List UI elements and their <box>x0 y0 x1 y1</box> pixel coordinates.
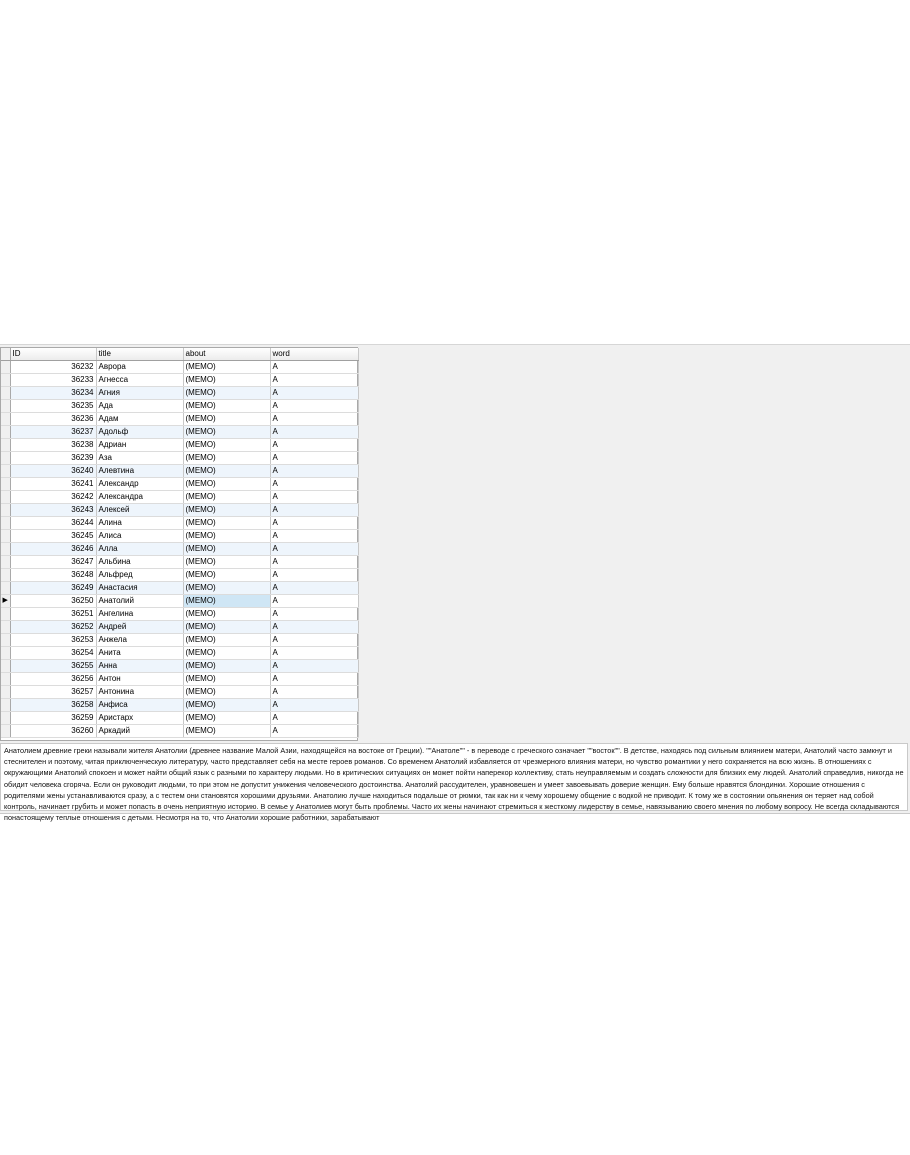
cell-about[interactable]: (MEMO) <box>183 582 270 595</box>
cell-about[interactable]: (MEMO) <box>183 400 270 413</box>
cell-id[interactable]: 36245 <box>10 530 96 543</box>
cell-about[interactable]: (MEMO) <box>183 517 270 530</box>
table-row[interactable] <box>1 634 358 647</box>
row-indicator[interactable] <box>1 647 10 660</box>
cell-word[interactable]: A <box>270 673 358 686</box>
table-row[interactable] <box>1 517 358 530</box>
table-row[interactable] <box>1 621 358 634</box>
cell-title[interactable]: Алиса <box>96 530 183 543</box>
cell-title[interactable]: Ангелина <box>96 608 183 621</box>
data-grid[interactable] <box>0 347 358 741</box>
table-row[interactable] <box>1 699 358 712</box>
table-row[interactable] <box>1 361 358 374</box>
cell-id[interactable]: 36232 <box>10 361 96 374</box>
cell-title[interactable]: Аза <box>96 452 183 465</box>
row-indicator[interactable] <box>1 556 10 569</box>
cell-word[interactable]: A <box>270 491 358 504</box>
cell-title[interactable]: Аркадий <box>96 725 183 738</box>
row-indicator[interactable] <box>1 413 10 426</box>
cell-about[interactable]: (MEMO) <box>183 556 270 569</box>
cell-title[interactable]: Анфиса <box>96 699 183 712</box>
column-header-word[interactable]: word <box>270 348 358 361</box>
cell-id[interactable]: 36235 <box>10 400 96 413</box>
cell-id[interactable]: 36255 <box>10 660 96 673</box>
cell-word[interactable]: A <box>270 725 358 738</box>
cell-word[interactable]: A <box>270 452 358 465</box>
cell-about[interactable]: (MEMO) <box>183 569 270 582</box>
cell-id[interactable]: 36252 <box>10 621 96 634</box>
cell-word[interactable]: A <box>270 530 358 543</box>
cell-word[interactable]: A <box>270 374 358 387</box>
cell-about[interactable]: (MEMO) <box>183 387 270 400</box>
cell-about[interactable]: (MEMO) <box>183 725 270 738</box>
row-indicator[interactable] <box>1 504 10 517</box>
cell-word[interactable]: A <box>270 465 358 478</box>
row-indicator[interactable] <box>1 465 10 478</box>
row-indicator[interactable]: ▶ <box>1 595 10 608</box>
row-indicator[interactable] <box>1 582 10 595</box>
cell-about[interactable]: (MEMO) <box>183 621 270 634</box>
cell-about[interactable]: (MEMO) <box>183 530 270 543</box>
cell-id[interactable]: 36234 <box>10 387 96 400</box>
cell-about[interactable]: (MEMO) <box>183 595 270 608</box>
row-indicator[interactable] <box>1 517 10 530</box>
cell-title[interactable]: Анита <box>96 647 183 660</box>
column-header-id[interactable]: ID <box>10 348 96 361</box>
cell-about[interactable]: (MEMO) <box>183 712 270 725</box>
cell-about[interactable]: (MEMO) <box>183 699 270 712</box>
table-row[interactable] <box>1 582 358 595</box>
row-indicator[interactable] <box>1 400 10 413</box>
cell-title[interactable]: Агния <box>96 387 183 400</box>
cell-about[interactable]: (MEMO) <box>183 465 270 478</box>
table-row[interactable] <box>1 439 358 452</box>
cell-title[interactable]: Адам <box>96 413 183 426</box>
cell-word[interactable]: A <box>270 387 358 400</box>
row-indicator[interactable] <box>1 725 10 738</box>
cell-about[interactable]: (MEMO) <box>183 374 270 387</box>
cell-id[interactable]: 36241 <box>10 478 96 491</box>
cell-title[interactable]: Антон <box>96 673 183 686</box>
cell-id[interactable]: 36238 <box>10 439 96 452</box>
row-indicator[interactable] <box>1 608 10 621</box>
table-row[interactable] <box>1 465 358 478</box>
cell-word[interactable]: A <box>270 660 358 673</box>
cell-about[interactable]: (MEMO) <box>183 361 270 374</box>
cell-about[interactable]: (MEMO) <box>183 673 270 686</box>
cell-id[interactable]: 36240 <box>10 465 96 478</box>
cell-word[interactable]: A <box>270 621 358 634</box>
cell-id[interactable]: 36242 <box>10 491 96 504</box>
table-row[interactable] <box>1 374 358 387</box>
row-indicator[interactable] <box>1 699 10 712</box>
cell-id[interactable]: 36250 <box>10 595 96 608</box>
cell-id[interactable]: 36236 <box>10 413 96 426</box>
row-indicator[interactable] <box>1 569 10 582</box>
cell-id[interactable]: 36244 <box>10 517 96 530</box>
cell-id[interactable]: 36253 <box>10 634 96 647</box>
cell-word[interactable]: A <box>270 413 358 426</box>
cell-word[interactable]: A <box>270 712 358 725</box>
table-row[interactable] <box>1 647 358 660</box>
cell-word[interactable]: A <box>270 504 358 517</box>
table-row[interactable] <box>1 608 358 621</box>
cell-title[interactable]: Аврора <box>96 361 183 374</box>
cell-title[interactable]: Анжела <box>96 634 183 647</box>
table-row[interactable] <box>1 530 358 543</box>
cell-id[interactable]: 36258 <box>10 699 96 712</box>
cell-title[interactable]: Антонина <box>96 686 183 699</box>
cell-id[interactable]: 36254 <box>10 647 96 660</box>
cell-word[interactable]: A <box>270 478 358 491</box>
header-row <box>1 348 358 361</box>
cell-about[interactable]: (MEMO) <box>183 478 270 491</box>
row-indicator[interactable] <box>1 543 10 556</box>
cell-title[interactable]: Алевтина <box>96 465 183 478</box>
cell-id[interactable]: 36246 <box>10 543 96 556</box>
cell-title[interactable]: Адольф <box>96 426 183 439</box>
cell-about[interactable]: (MEMO) <box>183 634 270 647</box>
cell-word[interactable]: A <box>270 582 358 595</box>
cell-title[interactable]: Андрей <box>96 621 183 634</box>
cell-word[interactable]: A <box>270 426 358 439</box>
table-row[interactable] <box>1 569 358 582</box>
column-header-about[interactable]: about <box>183 348 270 361</box>
cell-about[interactable]: (MEMO) <box>183 413 270 426</box>
table-row[interactable] <box>1 673 358 686</box>
table-row[interactable] <box>1 478 358 491</box>
table-row[interactable] <box>1 426 358 439</box>
row-indicator[interactable] <box>1 387 10 400</box>
cell-word[interactable]: A <box>270 439 358 452</box>
row-indicator[interactable] <box>1 439 10 452</box>
cell-id[interactable]: 36257 <box>10 686 96 699</box>
cell-about[interactable]: (MEMO) <box>183 647 270 660</box>
cell-about[interactable]: (MEMO) <box>183 660 270 673</box>
memo-text-panel[interactable]: Анатолием древние греки называли жителя Анатолии (древнее название Малой Азии, находящейся на востоке от Греции). ""Анатоле"" - в переводе с греческого означает ""восток"". В детстве, находясь под сильным влиянием матери, Анатолий часто замкнут и стеснителен и поэтому, читая приключенческую литературу, часто представляет себя на месте героев романов. Со временем Анатолий избавляется от чрезмерного влияния матери, но чувство романтики у него сохраняется на всю жизнь. В отношениях с окружающими Анатолий спокоен и может найти общий язык с разными по характеру людьми. Но в критических ситуациях он может пойти наперекор коллективу, стать неуправляемым и создать сложности для близких ему людей. Анатолий справедлив, никогда не обидит человека сгоряча. Если он руководит людьми, то при этом не допустит унижения человеческого достоинства. Анатолий рассудителен, уравновешен и умеет завоевывать доверие женщин. Ему больше нравятся блондинки. Хорошие отношения с родителями жены устанавливаются сразу, а с тестем они становятся хорошими друзьями. Анатолию лучше находиться подальше от рюмки, так как ни к чему хорошему общение с водкой не приводит. К тому же в состоянии опьянения он теряет над собой контроль, начинает грубить и может попасть в очень неприятную историю. В семье у Анатолиев могут быть проблемы. Часто их жены начинают стремиться к жесткому лидерству в семье, навязыванию своего мнения по любому вопросу. Не всегда складываются понастоящему теплые отношения с детьми. Несмотря на то, что Анатолии хорошие работники, зарабатывают <box>0 743 908 811</box>
cell-about[interactable]: (MEMO) <box>183 504 270 517</box>
database-viewer <box>0 344 910 823</box>
cell-about[interactable]: (MEMO) <box>183 439 270 452</box>
row-indicator[interactable] <box>1 621 10 634</box>
row-indicator[interactable] <box>1 530 10 543</box>
row-indicator[interactable] <box>1 426 10 439</box>
cell-id[interactable]: 36239 <box>10 452 96 465</box>
cell-title[interactable]: Алексей <box>96 504 183 517</box>
cell-word[interactable]: A <box>270 699 358 712</box>
cell-title[interactable]: Александра <box>96 491 183 504</box>
cell-word[interactable]: A <box>270 556 358 569</box>
row-indicator[interactable] <box>1 452 10 465</box>
cell-id[interactable]: 36243 <box>10 504 96 517</box>
cell-id[interactable]: 36233 <box>10 374 96 387</box>
cell-title[interactable]: Александр <box>96 478 183 491</box>
row-indicator[interactable] <box>1 660 10 673</box>
cell-about[interactable]: (MEMO) <box>183 491 270 504</box>
row-indicator[interactable] <box>1 634 10 647</box>
cell-id[interactable]: 36248 <box>10 569 96 582</box>
records-table <box>1 348 359 738</box>
cell-title[interactable]: Алина <box>96 517 183 530</box>
column-header-title[interactable]: title <box>96 348 183 361</box>
table-row[interactable] <box>1 595 358 608</box>
row-indicator[interactable] <box>1 491 10 504</box>
row-indicator[interactable] <box>1 478 10 491</box>
table-row[interactable] <box>1 712 358 725</box>
cell-word[interactable]: A <box>270 400 358 413</box>
cell-title[interactable]: Аристарх <box>96 712 183 725</box>
cell-title[interactable]: Алла <box>96 543 183 556</box>
cell-about[interactable]: (MEMO) <box>183 686 270 699</box>
cell-word[interactable]: A <box>270 569 358 582</box>
table-row[interactable] <box>1 387 358 400</box>
cell-id[interactable]: 36237 <box>10 426 96 439</box>
table-row[interactable] <box>1 504 358 517</box>
table-row[interactable] <box>1 543 358 556</box>
cell-id[interactable]: 36259 <box>10 712 96 725</box>
cell-title[interactable]: Анна <box>96 660 183 673</box>
cell-id[interactable]: 36260 <box>10 725 96 738</box>
cell-about[interactable]: (MEMO) <box>183 608 270 621</box>
row-indicator[interactable] <box>1 673 10 686</box>
cell-id[interactable]: 36249 <box>10 582 96 595</box>
cell-title[interactable]: Анастасия <box>96 582 183 595</box>
cell-title[interactable]: Ада <box>96 400 183 413</box>
row-indicator[interactable] <box>1 374 10 387</box>
cell-about[interactable]: (MEMO) <box>183 452 270 465</box>
cell-word[interactable]: A <box>270 608 358 621</box>
row-indicator[interactable] <box>1 361 10 374</box>
cell-id[interactable]: 36256 <box>10 673 96 686</box>
table-row[interactable] <box>1 400 358 413</box>
cell-word[interactable]: A <box>270 361 358 374</box>
cell-id[interactable]: 36251 <box>10 608 96 621</box>
table-row[interactable] <box>1 556 358 569</box>
cell-about[interactable]: (MEMO) <box>183 543 270 556</box>
cell-title[interactable]: Альбина <box>96 556 183 569</box>
cell-title[interactable]: Агнесса <box>96 374 183 387</box>
table-row[interactable] <box>1 413 358 426</box>
table-row[interactable] <box>1 491 358 504</box>
cell-about[interactable]: (MEMO) <box>183 426 270 439</box>
cell-word[interactable]: A <box>270 647 358 660</box>
cell-word[interactable]: A <box>270 517 358 530</box>
table-row[interactable] <box>1 725 358 738</box>
table-row[interactable] <box>1 452 358 465</box>
table-row[interactable] <box>1 660 358 673</box>
row-indicator[interactable] <box>1 686 10 699</box>
row-indicator-header <box>1 348 10 361</box>
cell-title[interactable]: Альфред <box>96 569 183 582</box>
cell-title[interactable]: Анатолий <box>96 595 183 608</box>
cell-word[interactable]: A <box>270 686 358 699</box>
row-indicator[interactable] <box>1 712 10 725</box>
grid-body <box>1 361 358 738</box>
cell-word[interactable]: A <box>270 595 358 608</box>
cell-word[interactable]: A <box>270 634 358 647</box>
cell-word[interactable]: A <box>270 543 358 556</box>
table-row[interactable] <box>1 686 358 699</box>
cell-id[interactable]: 36247 <box>10 556 96 569</box>
cell-title[interactable]: Адриан <box>96 439 183 452</box>
